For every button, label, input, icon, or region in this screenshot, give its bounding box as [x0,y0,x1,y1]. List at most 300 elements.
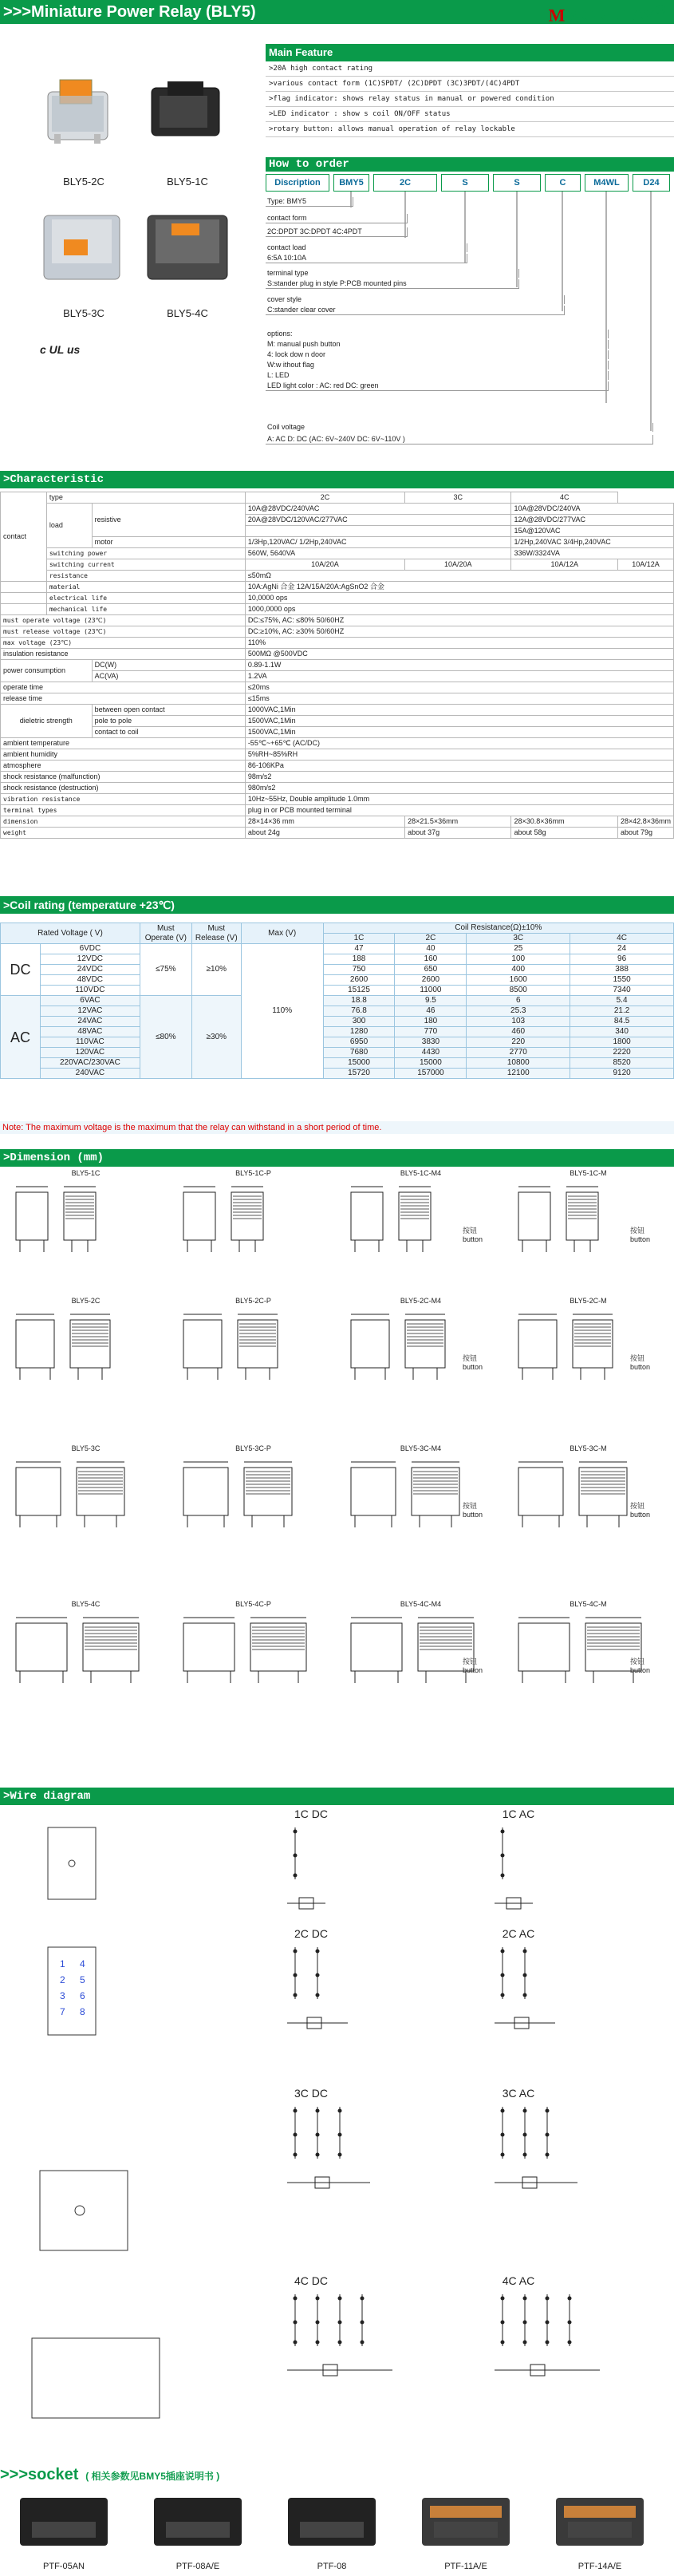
switching-current-val: 10A/20A [405,559,511,571]
coil-resistance: 15000 [395,1058,467,1069]
dimension-drawing [8,1169,164,1281]
coil-row [1,1006,674,1017]
svg-text:4: 4 [80,1958,85,1970]
col-4c: 4C [511,492,617,504]
order-code-cover: C [545,174,581,192]
motor-val: 1/2Hp,240VAC 3/4Hp,240VAC [511,537,674,548]
resistive-val: 15A@120VAC [511,526,674,537]
coil-resistance: 157000 [395,1069,467,1079]
dimension-label: BLY5-3C [71,1444,101,1452]
button-note: 按钮 button [630,1657,651,1674]
spec-val: 5%RH~85%RH [245,749,673,761]
order-code-terminal: S [493,174,541,192]
coil-voltage: 240VAC [40,1069,140,1079]
load-label: load [46,504,92,548]
dimension-drawing [8,1444,164,1556]
socket-subtitle: ( 相关参数见BMY5插座说明书 ) [85,2471,220,2482]
coil-resistance: 10800 [467,1058,570,1069]
resistive-val: 20A@28VDC/120VAC/277VAC [245,515,511,526]
button-note: 按钮 button [630,1354,651,1371]
spec-label: shock resistance (destruction) [1,783,246,794]
resistive-val: 12A@28VDC/277VAC [511,515,674,526]
relay-3c-image [32,203,136,287]
spec-label: max voltage (23℃) [1,638,246,649]
contact-label: contact [1,492,47,582]
coil-type: 2C [395,934,467,944]
wire-diagrams [263,1808,662,2478]
dimension-val: 28×42.8×36mm [617,816,673,828]
spec-label: terminal types [1,805,246,816]
coil-resistance: 25 [467,944,570,954]
coil-group-label: AC [1,996,41,1079]
characteristic-table [0,492,674,839]
coil-resistance: 160 [395,954,467,965]
order-row: Type: BMY5 [266,197,353,207]
coil-resistance: 47 [323,944,395,954]
power-sub: DC(W) [92,660,245,671]
wire-label: 3C DC [294,2087,328,2100]
motor-val: 1/3Hp,120VAC/ 1/2Hp,240VAC [245,537,511,548]
spec-val: 500MΩ @500VDC [245,649,673,660]
coil-rating-table [0,923,674,1079]
coil-h-rel: Must Release (V) [191,923,241,944]
coil-resistance: 2600 [395,975,467,986]
switching-current-val: 10A/12A [511,559,617,571]
switching-current-val: 10A/12A [617,559,673,571]
resistive-val: 10A@28VDC/240VA [511,504,674,515]
coil-op: ≤75% [140,944,191,996]
characteristic-title: >Characteristic [0,471,674,488]
coil-resistance: 9120 [570,1069,674,1079]
spec-label: operate time [1,682,246,693]
dimension-label: BLY5-1C-M [570,1169,607,1177]
coil-resistance: 8520 [570,1058,674,1069]
coil-resistance: 6950 [323,1037,395,1048]
spec-label: ambient humidity [1,749,246,761]
wire-diagram [479,2274,654,2434]
relay-2c-image [32,64,136,148]
coil-voltage: 110VAC [40,1037,140,1048]
coil-resistance: 6 [467,996,570,1006]
relay-4c-image [136,203,239,287]
spec-label: electrical life [46,593,245,604]
button-note: 按钮 button [630,1227,651,1243]
coil-resistance: 11000 [395,986,467,996]
svg-text:6: 6 [80,1990,85,2001]
socket-image [272,2486,392,2558]
coil-row [1,954,674,965]
feature-line: >various contact form (1C)SPDT/ (2C)DPDT (3C)3PDT/(4C)4PDT [266,77,674,92]
wire-label: 2C AC [502,1927,535,1940]
coil-resistance: 9.5 [395,996,467,1006]
dimension-label: BLY5-2C-M [570,1297,607,1305]
coil-resistance: 5.4 [570,996,674,1006]
coil-resistance: 770 [395,1027,467,1037]
spec-val: 10,0000 ops [245,593,673,604]
dimension-label: BLY5-1C-M4 [400,1169,442,1177]
wire-diagram [271,1927,447,2087]
power-sub: AC(VA) [92,671,245,682]
weight-val: about 58g [511,828,617,839]
spec-label: vibration resistance [1,794,246,805]
power-val: 1.2VA [245,671,673,682]
coil-resistance: 1280 [323,1027,395,1037]
coil-note: Note: The maximum voltage is the maximum that the relay can withstand in a short period of time. [0,1121,674,1134]
coil-resistance: 12100 [467,1069,570,1079]
col-type: type [46,492,245,504]
spec-label: atmosphere [1,761,246,772]
coil-resistance: 1800 [570,1037,674,1048]
main-feature-title: Main Feature [266,44,674,61]
weight-label: weight [1,828,246,839]
spec-val: ≤50mΩ [245,571,673,582]
dielectric-label: dieletric strength [1,705,93,738]
coil-resistance: 100 [467,954,570,965]
col-2c: 2C [245,492,404,504]
coil-resistance: 46 [395,1006,467,1017]
order-code-load: S [441,174,489,192]
coil-rating-title: >Coil rating (temperature +23℃) [0,896,674,914]
order-code-voltage: D24 [633,174,670,192]
coil-type: 3C [467,934,570,944]
feature-line: >20A high contact rating [266,61,674,77]
coil-row [1,986,674,996]
switching-current-label: switching current [46,559,245,571]
switching-power-val: 560W, 5640VA [245,548,511,559]
coil-row [1,996,674,1006]
order-row: Coil voltage [266,423,653,432]
dimension-val: 28×30.8×36mm [511,816,617,828]
dimension-label: BLY5-3C-P [235,1444,271,1452]
wire-sketch [271,1943,447,2079]
product-label: BLY5-3C [63,307,104,319]
order-row: cover style [266,295,565,304]
switching-power-label: switching power [46,548,245,559]
svg-text:8: 8 [80,2006,85,2017]
button-note: 按钮 button [463,1354,483,1371]
dielectric-sub: pole to pole [92,716,245,727]
dimension-label: BLY5-2C-M4 [400,1297,442,1305]
spec-label: mechanical life [46,604,245,615]
coil-type: 4C [570,934,674,944]
spec-val: plug in or PCB mounted terminal [245,805,673,816]
wire-diagram [479,2087,654,2246]
dimension-label: BLY5-1C-P [235,1169,271,1177]
coil-resistance: 15125 [323,986,395,996]
dielectric-sub: contact to coil [92,727,245,738]
coil-voltage: 120VAC [40,1048,140,1058]
coil-resistance: 650 [395,965,467,975]
coil-resistance: 2600 [323,975,395,986]
svg-text:7: 7 [60,2006,65,2017]
socket-header [0,2466,674,2485]
spec-val: 86-106KPa [245,761,673,772]
weight-val: about 37g [405,828,511,839]
wire-label: 4C AC [502,2274,535,2287]
coil-resistance: 460 [467,1027,570,1037]
dielectric-sub: between open contact [92,705,245,716]
svg-text:1: 1 [60,1958,65,1970]
order-code-contact: 2C [373,174,437,192]
switching-current-val: 10A/20A [245,559,404,571]
wire-label: 1C AC [502,1808,535,1820]
coil-voltage: 48VDC [40,975,140,986]
coil-voltage: 6VAC [40,996,140,1006]
svg-text:5: 5 [80,1974,85,1985]
wire-label: 2C DC [294,1927,328,1940]
resistive-val: 10A@28VDC/240VAC [245,504,511,515]
button-note: 按钮 button [463,1657,483,1674]
feature-line: >LED indicator : show s coil ON/OFF status [266,107,674,122]
coil-rel: ≥30% [191,996,241,1079]
spec-val: 10A:AgNi 合金 12A/15A/20A:AgSnO2 合金 [245,582,673,593]
coil-resistance: 340 [570,1027,674,1037]
dielectric-val: 1000VAC,1Min [245,705,673,716]
wire-sketch [271,2290,447,2426]
socket-image [4,2486,124,2558]
dimension-label: dimension [1,816,246,828]
order-row: S:stander plug in style P:PCB mounted pins [266,279,519,289]
coil-resistance: 388 [570,965,674,975]
order-row: contact load [266,243,467,252]
coil-op: ≤80% [140,996,191,1079]
coil-resistance: 76.8 [323,1006,395,1017]
coil-resistance: 84.5 [570,1017,674,1027]
dimension-drawing [175,1297,331,1409]
coil-resistance: 24 [570,944,674,954]
socket-title: >>>socket [0,2466,79,2483]
product-label: BLY5-4C [167,307,208,319]
coil-resistance: 750 [323,965,395,975]
dimension-drawing [175,1600,331,1712]
svg-text:3: 3 [60,1990,65,2001]
coil-row [1,1069,674,1079]
spec-label: resistance [46,571,245,582]
socket-label: PTF-14A/E [577,2562,622,2571]
dimension-label: BLY5-3C-M [570,1444,607,1452]
socket-image [406,2486,526,2558]
dimension-label: BLY5-3C-M4 [400,1444,442,1452]
coil-resistance: 400 [467,965,570,975]
button-note: 按钮 button [463,1502,483,1519]
coil-rel: ≥10% [191,944,241,996]
coil-voltage: 24VAC [40,1017,140,1027]
feature-line: >rotary button: allows manual operation of relay lockable [266,122,674,137]
coil-row [1,1027,674,1037]
wire-diagram [479,1927,654,2087]
spec-val: 110% [245,638,673,649]
spec-val: ≤15ms [245,693,673,705]
coil-voltage: 12VDC [40,954,140,965]
how-to-order-title: How to order [266,157,674,172]
coil-resistance: 96 [570,954,674,965]
coil-row [1,975,674,986]
wire-sketch [479,2103,654,2238]
page-title: >>>Miniature Power Relay (BLY5) [3,3,256,21]
spec-label: must release voltage (23℃) [1,626,246,638]
spec-val: ≤20ms [245,682,673,693]
order-row: 6:5A 10:10A [266,254,467,263]
order-row: 4: lock dow n door [266,350,609,359]
coil-resistance: 40 [395,944,467,954]
wire-label: 4C DC [294,2274,328,2287]
spec-val: DC:≤75%, AC: ≤80% 50/60HZ [245,615,673,626]
coil-resistance: 7340 [570,986,674,996]
coil-resistance: 3830 [395,1037,467,1048]
dimension-title: >Dimension (mm) [0,1149,674,1167]
wire-sketch [271,2103,447,2238]
dimension-sketch [175,1180,331,1276]
spec-label: ambient temperature [1,738,246,749]
order-row: C:stander clear cover [266,306,565,315]
weight-val: about 24g [245,828,404,839]
socket-label: PTF-08 [317,2562,347,2571]
coil-row [1,1048,674,1058]
spec-label: shock resistance (malfunction) [1,772,246,783]
spec-label: material [46,582,245,593]
spec-label: insulation resistance [1,649,246,660]
coil-resistance: 220 [467,1037,570,1048]
coil-voltage: 220VAC/230VAC [40,1058,140,1069]
wire-label: 3C AC [502,2087,535,2100]
dimension-label: BLY5-2C-P [235,1297,271,1305]
brand-name: MGRELAY [565,5,656,26]
coil-max: 110% [241,944,323,1079]
wire-sketch [479,2290,654,2426]
coil-voltage: 6VDC [40,944,140,954]
order-row: M: manual push button [266,340,609,349]
order-row: contact form [266,214,408,223]
dimension-drawing [175,1444,331,1556]
dielectric-val: 1500VAC,1Min [245,727,673,738]
wire-diagram-title: >Wire diagram [0,1788,674,1805]
order-row: LED light color : AC: red DC: green [266,381,609,391]
coil-h-res: Coil Resistance(Ω)±10% [323,923,673,934]
dimension-val: 28×21.5×36mm [405,816,511,828]
coil-voltage: 12VAC [40,1006,140,1017]
dimension-drawing [8,1600,164,1712]
coil-resistance: 25.3 [467,1006,570,1017]
wire-sketch [479,1943,654,2079]
product-label: BLY5-2C [63,176,104,188]
order-row: terminal type [266,269,519,278]
dimension-sketch [8,1611,164,1707]
coil-resistance: 1550 [570,975,674,986]
dimension-sketch [175,1456,331,1551]
brand-logo: MMGRELAY® [548,2,666,26]
dimension-drawing [8,1297,164,1409]
coil-resistance: 180 [395,1017,467,1027]
coil-h-max: Max (V) [241,923,323,944]
dimension-drawings [0,1169,674,1680]
dimension-sketch [175,1308,331,1404]
ul-cert-mark: c UL us [40,343,81,356]
order-row: 2C:DPDT 3C:DPDT 4C:4PDT [266,227,408,237]
motor-label: motor [92,537,245,548]
order-row: A: AC D: DC (AC: 6V~240V DC: 6V~110V ) [266,435,653,444]
dielectric-val: 1500VAC,1Min [245,716,673,727]
relay-1c-image [136,64,239,148]
dimension-label: BLY5-2C [71,1297,101,1305]
order-row: W:w ithout flag [266,361,609,369]
coil-resistance: 18.8 [323,996,395,1006]
coil-resistance: 1600 [467,975,570,986]
dimension-sketch [8,1308,164,1404]
button-note: 按钮 button [463,1227,483,1243]
power-val: 0.89-1.1W [245,660,673,671]
product-label: BLY5-1C [167,176,208,188]
socket-label: PTF-08A/E [175,2562,220,2571]
resistive-label: resistive [92,504,245,537]
socket-image [540,2486,660,2558]
coil-resistance: 188 [323,954,395,965]
spec-val: -55℃~+65℃ (AC/DC) [245,738,673,749]
coil-h-op: Must Operate (V) [140,923,191,944]
main-feature-panel [266,44,674,137]
order-code-options: M4WL [585,174,629,192]
order-row: L: LED [266,371,609,380]
spec-val: DC:≥10%, AC: ≥30% 50/60HZ [245,626,673,638]
dimension-label: BLY5-4C-M4 [400,1600,442,1608]
coil-row [1,944,674,954]
coil-type: 1C [323,934,395,944]
dimension-label: BLY5-4C [71,1600,101,1608]
coil-voltage: 24VDC [40,965,140,975]
coil-resistance: 8500 [467,986,570,996]
dimension-label: BLY5-1C [71,1169,101,1177]
order-row: options: [266,330,609,338]
coil-resistance: 21.2 [570,1006,674,1017]
dimension-val: 28×14×36 mm [245,816,404,828]
dimension-sketch [8,1180,164,1276]
coil-resistance: 2770 [467,1048,570,1058]
terminal-layout-drawings [16,1819,175,2474]
coil-resistance: 103 [467,1017,570,1027]
spec-label: release time [1,693,246,705]
coil-h-rated: Rated Voltage ( V) [1,923,140,944]
weight-val: about 79g [617,828,673,839]
spec-val: 980m/s2 [245,783,673,794]
coil-voltage: 110VDC [40,986,140,996]
wire-label: 1C DC [294,1808,328,1820]
switching-power-val: 336W/3324VA [511,548,674,559]
svg-text:2: 2 [60,1974,65,1985]
spec-val: 10Hz~55Hz, Double amplitude 1.0mm [245,794,673,805]
order-code-description: Discription [266,174,329,192]
coil-row [1,1017,674,1027]
coil-resistance: 7680 [323,1048,395,1058]
spec-val: 98m/s2 [245,772,673,783]
wire-diagram [271,2274,447,2434]
spec-label: must operate voltage (23℃) [1,615,246,626]
wire-diagram [271,2087,447,2246]
power-label: power consumption [1,660,93,682]
spec-val: 1000,0000 ops [245,604,673,615]
socket-label: PTF-11A/E [444,2562,487,2571]
dimension-sketch [175,1611,331,1707]
col-3c: 3C [405,492,511,504]
socket-label: PTF-05AN [43,2562,85,2571]
coil-voltage: 48VAC [40,1027,140,1037]
reg-mark: ® [655,2,666,18]
button-note: 按钮 button [630,1502,651,1519]
dimension-drawing [175,1169,331,1281]
coil-group-label: DC [1,944,41,996]
coil-row [1,1037,674,1048]
dimension-sketch [8,1456,164,1551]
coil-row [1,1058,674,1069]
dimension-label: BLY5-4C-M [570,1600,607,1608]
